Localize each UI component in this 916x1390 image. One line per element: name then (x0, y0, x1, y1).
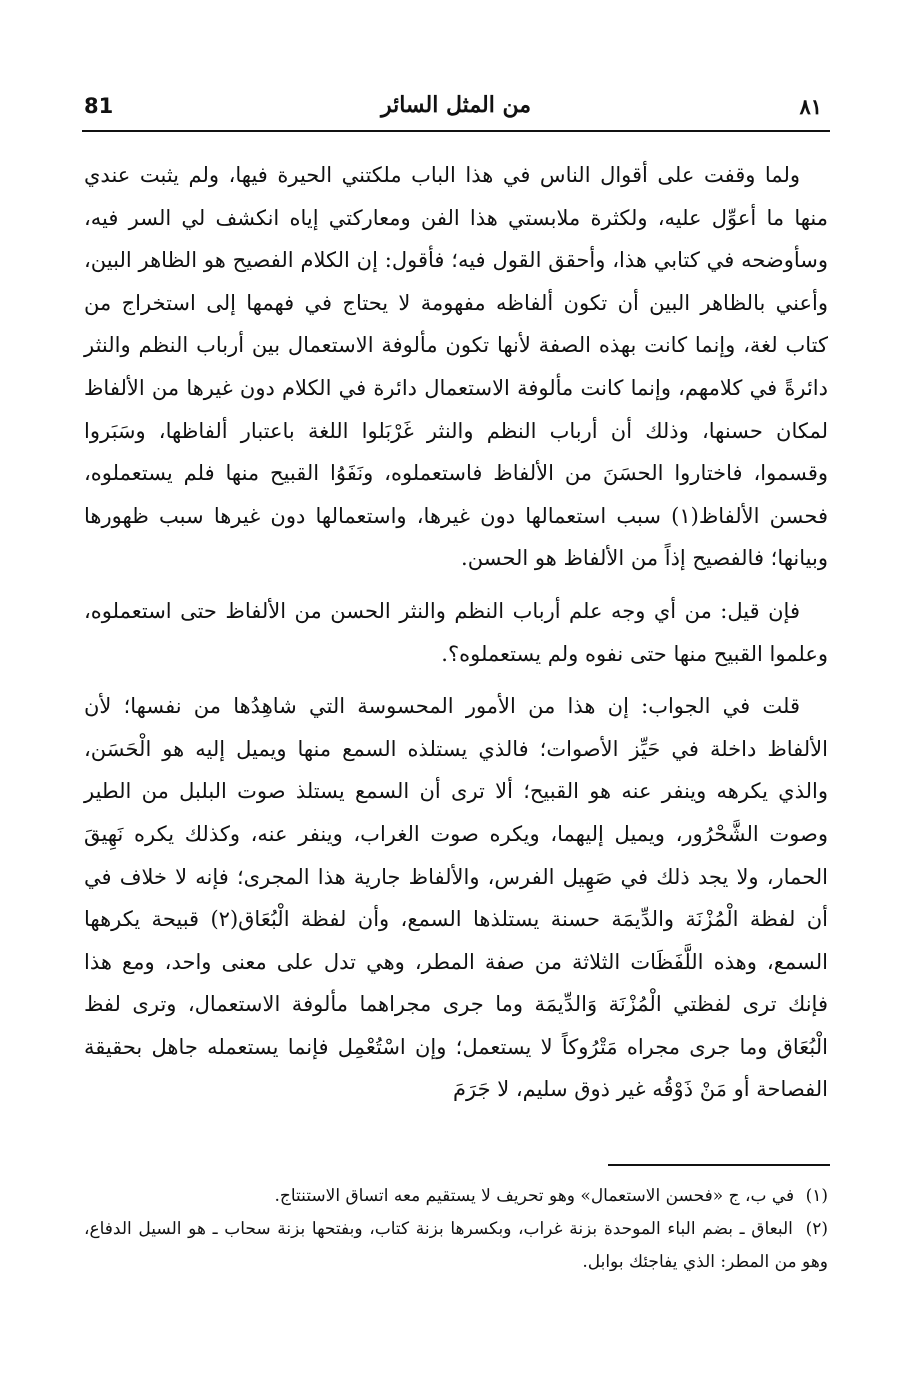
footnote (84, 1180, 828, 1213)
running-title: من المثل السائر (380, 92, 532, 118)
footnotes (84, 1180, 828, 1279)
paragraph: فإن قيل: من أي وجه علم أرباب النظم والنثر الحسن من الألفاظ حتى استعملوه، وعلموا القبيح منها حتى نفوه ولم يستعملوه؟. (84, 598, 828, 666)
footnote-divider (608, 1164, 830, 1166)
paragraph: قلت في الجواب: إن هذا من الأمور المحسوسة التي شاهِدُها من نفسها؛ لأن الألفاظ داخلة في حَيِّز الأصوات؛ فالذي يستلذه السمع منها ويميل إليه هو الْحَسَن، والذي يكرهه وينفر عنه هو القبيح؛ ألا ترى أن السمع يستلذ صوت البلبل من الطير وصوت الشَّحْرُور، ويميل إليهما، ويكره صوت الغراب، وينفر عنه، وكذلك يكره نَهِيقَ الحمار، ولا يجد ذلك في صَهِيل الفرس، والألفاظ جارية هذا المجرى؛ فإنه لا خلاف في أن لفظة الْمُزْنَة والدِّيمَة حسنة يستلذها السمع، وأن لفظة الْبُعَاق(٢) قبيحة يكرهها السمع، وهذه اللَّفَظَات الثلاثة من صفة المطر، وهي تدل على معنى واحد، ومع هذا فإنك ترى لفظتي الْمُزْنَة وَالدِّيمَة وما جرى مجراهما مألوفة الاستعمال، وترى لفظ الْبُعَاق وما جرى مجراه مَتْرُوكاً لا يستعمل؛ وإن اسْتُعْمِل فإنما يستعمله جاهل بحقيقة الفصاحة أو مَنْ ذَوْقُه غير ذوق سليم، لا جَرَمَ (84, 694, 828, 1102)
page-header (82, 88, 830, 132)
footnote-number: (٢) (805, 1219, 828, 1239)
footnote-text: في ب، ج «فحسن الاستعمال» وهو تحريف لا يستقيم معه اتساق الاستنتاج. (274, 1186, 795, 1206)
footnote-text: البعاق ـ بضم الباء الموحدة بزنة غراب، وبكسرها بزنة كتاب، وبفتحها بزنة سحاب ـ هو السيل الدفاع، وهو من المطر: الذي يفاجئك بوابل. (84, 1219, 828, 1272)
main-text (84, 154, 828, 1111)
footnote (84, 1213, 828, 1279)
page-number-latin: 81 (84, 94, 114, 118)
paragraph: ولما وقفت على أقوال الناس في هذا الباب ملكتني الحيرة فيها، ولم يثبت عندي منها ما أعوِّل عليه، ولكثرة ملابستي هذا الفن ومعاركتي إياه انكشف لي السر فيه، وسأوضحه في كتابي هذا، وأحقق القول فيه؛ فأقول: إن الكلام الفصيح هو الظاهر البين، وأعني بالظاهر البين أن تكون ألفاظه مفهومة لا يحتاج في فهمها إلى استخراج من كتاب لغة، وإنما كانت بهذه الصفة لأنها تكون مألوفة الاستعمال بين أرباب النظم والنثر دائرةً في كلامهم، وإنما كانت مألوفة الاستعمال دائرة في الكلام دون غيرها من الألفاظ لمكان حسنها، وذلك أن أرباب النظم والنثر غَرْبَلوا اللغة باعتبار ألفاظها، وسَبَروا وقسموا، فاختاروا الحسَنَ من الألفاظ فاستعملوه، ونَفَوُا القبيح منها فلم يستعملوه، فحسن الألفاظ(١) سبب استعمالها دون غيرها، واستعمالها دون غيرها سبب ظهورها وبيانها؛ فالفصيح إذاً من الألفاظ هو الحسن. (84, 163, 828, 571)
header-rule (82, 130, 830, 132)
footnote-number: (١) (805, 1186, 828, 1206)
page-number-arabic: ٨١ (799, 94, 822, 119)
